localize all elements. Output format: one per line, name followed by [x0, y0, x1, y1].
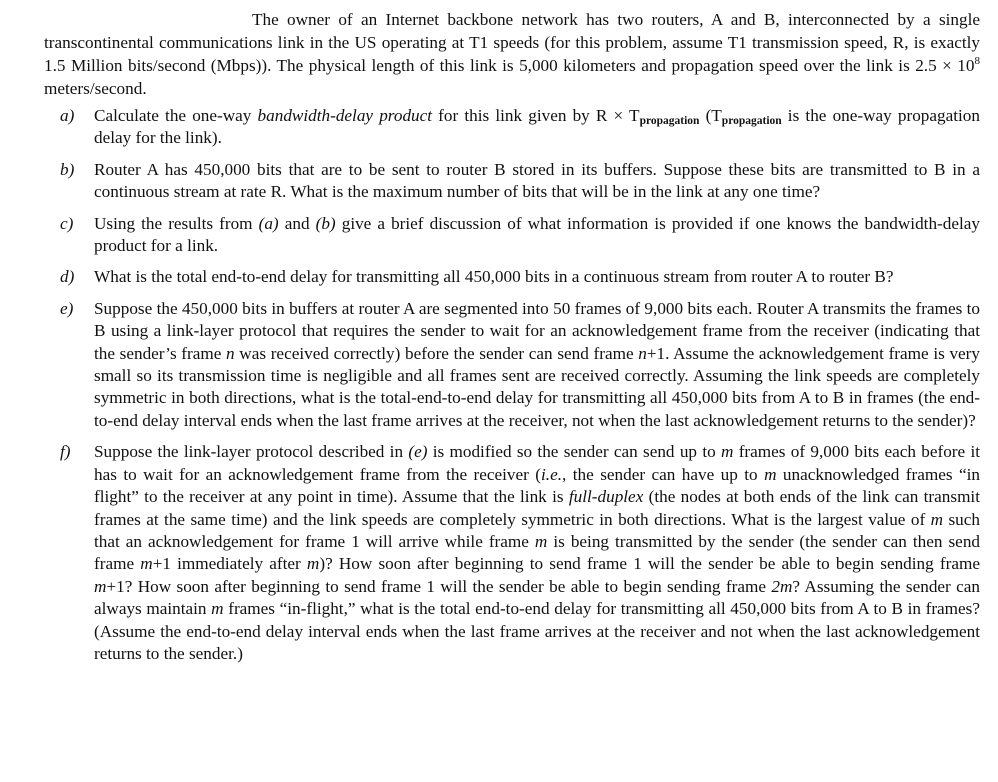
question-label: b) [60, 159, 75, 179]
emphasis: (b) [315, 213, 336, 233]
subscript: propagation [639, 115, 700, 127]
emphasis: (e) [408, 442, 428, 462]
text-run: unacknowledged frames “in flight” to the receiver at any point in time). Assume that the link is [94, 464, 980, 507]
question-text [94, 105, 980, 150]
text-run: Suppose the link-layer protocol described in [94, 442, 409, 462]
question-text [94, 441, 980, 665]
emphasis: n [226, 343, 235, 363]
emphasis: m [764, 464, 777, 484]
text-run: +1 immediately after [152, 554, 307, 574]
text-run: Using the results from [94, 213, 259, 233]
text-run: , the sender can have up to [562, 464, 765, 484]
question-b [44, 159, 980, 204]
emphasis: 2m [771, 576, 793, 596]
text-run: is modified so the sender can send up to [427, 442, 721, 462]
text-run: Calculate the one-way [94, 106, 258, 125]
question-text [94, 213, 980, 258]
text-run: for this link given by R × T [432, 106, 640, 125]
text-run: Suppose the 450,000 bits in buffers at router A are segmented into 50 frames of 9,000 bits each. Router A transmits the frames to B using a link-layer protocol that requires the sender to wait for an acknowledgement frame from the receiver (indicating that the sender’s frame [94, 298, 980, 363]
question-label: f) [60, 442, 71, 462]
text-run: +1? How soon after beginning to send frame 1 will the sender be able to begin sending frame [106, 576, 772, 596]
emphasis: i.e. [541, 464, 563, 484]
question-label: e) [60, 298, 74, 318]
text-run: is the one-way propagation delay for the link). [94, 106, 980, 148]
emphasis: full-duplex [568, 487, 644, 507]
emphasis: bandwidth-delay product [257, 106, 433, 125]
emphasis: (a) [258, 213, 279, 233]
subscript: propagation [721, 115, 782, 127]
question-list [44, 105, 980, 665]
emphasis: m [94, 576, 107, 596]
question-text [94, 298, 980, 432]
text-run: and [278, 213, 316, 233]
question-text: What is the total end-to-end delay for transmitting all 450,000 bits in a continuous stream from router A to router B? [94, 267, 894, 287]
text-run: is being transmitted by the sender (the sender can then send frame [94, 531, 981, 574]
text-run: give a brief discussion of what information is provided if one knows the bandwidth-delay product for a link. [94, 213, 980, 256]
question-label: c) [60, 213, 74, 233]
text-run: such that an acknowledgement for frame 1 will arrive while frame [94, 509, 980, 551]
text-run: ? Assuming the sender can always maintain [94, 576, 980, 619]
emphasis: n [638, 343, 647, 363]
intro-text-2: meters/second. [44, 79, 147, 98]
text-run: (T [699, 106, 722, 125]
intro-text-1: The owner of an Internet backbone network has two routers, A and B, interconnected by a single transcontinental communications link in the US operating at T1 speeds (for this problem, assume T1 transmission speed, R, is exactly 1.5 Million bits/second (Mbps)). The physical length of this link is 5,000 kilometers and propagation speed over the link is 2.5 × 10 [44, 10, 980, 75]
problem-intro [44, 8, 980, 100]
text-run: (the nodes at both ends of the link can transmit frames at the same time) and the link speeds are completely symmetric in both directions. What is the largest value of [94, 487, 980, 529]
emphasis: m [211, 599, 224, 619]
question-d [44, 266, 980, 288]
text-run: frames of 9,000 bits each before it has to wait for an acknowledgement frame from the receiver ( [94, 442, 980, 484]
emphasis: m [930, 509, 944, 529]
text-run: +1. Assume the acknowledgement frame is very small so its transmission time is negligible and all frames sent are received correctly. Assuming the link speeds are completely symmetric in both directions, what is the total-end-to-end delay for transmitting all 450,000 bits from A to B in frames (the end-to-end delay interval ends when the last frame arrives at the receiver, not when the last acknowledgement returns to the sender)? [94, 343, 980, 430]
text-run: was received correctly) before the sender can send frame [234, 343, 639, 363]
exponent: 8 [974, 55, 980, 67]
question-a [44, 105, 980, 150]
emphasis: m [534, 531, 548, 551]
emphasis: m [306, 554, 320, 574]
emphasis: m [140, 554, 153, 574]
question-label: d) [60, 267, 75, 287]
text-run: )? How soon after beginning to send frame 1 will the sender be able to begin sending frame [319, 554, 980, 574]
question-label: a) [60, 106, 75, 125]
question-e [44, 298, 980, 432]
emphasis: m [720, 442, 734, 462]
text-run: frames “in-flight,” what is the total end-to-end delay for transmitting all 450,000 bits from A to B in frames? (Assume the end-to-end delay interval ends when the last frame arrives at the receiver and not when the last acknowledgement returns to the sender.) [94, 599, 980, 663]
question-c [44, 213, 980, 258]
question-f [44, 441, 980, 665]
question-text: Router A has 450,000 bits that are to be sent to router B stored in its buffers. Suppose these bits are transmitted to B in a continuous stream at rate R. What is the maximum number of bits that will be in the link at any one time? [94, 159, 980, 202]
